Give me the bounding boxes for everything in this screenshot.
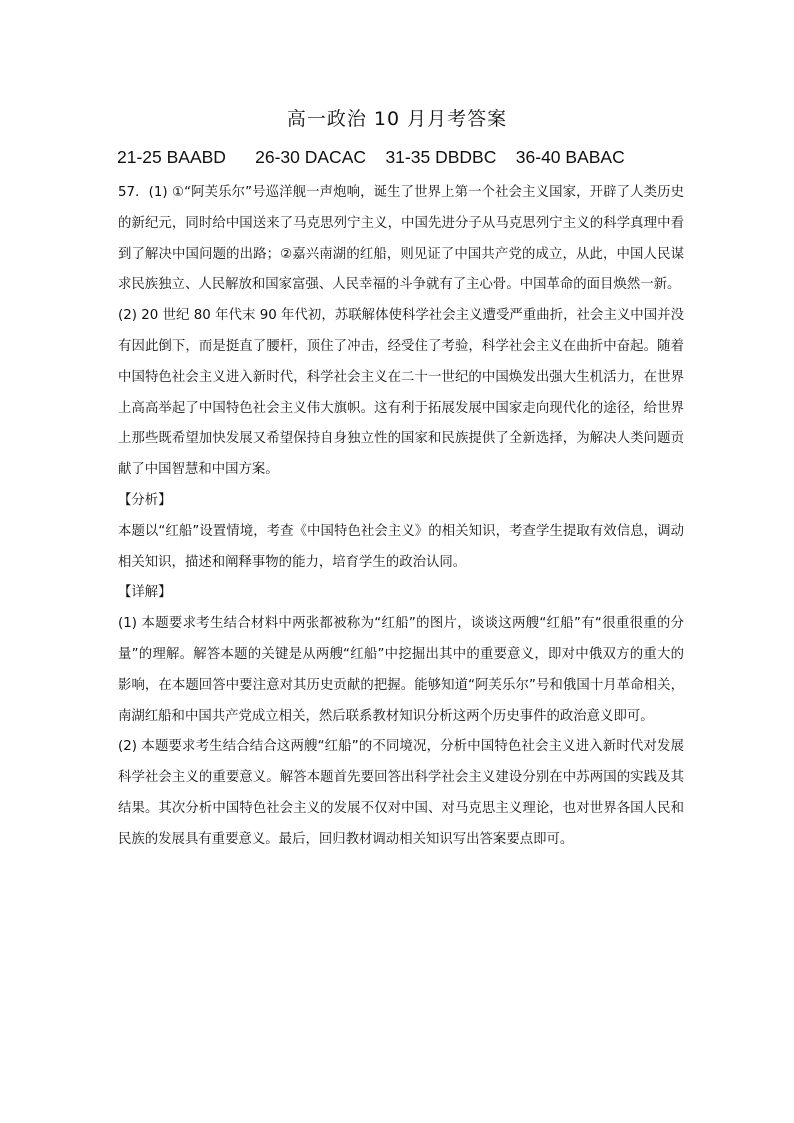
answer-57-part-2: (2) 20 世纪 80 年代末 90 年代初，苏联解体使科学社会主义遭受严重曲折，社会主义中国并没有因此倒下，而是挺直了腰杆，顶住了冲击，经受住了考验，科学社会主义在曲折中奋起。随着中国特色社会主义进入新时代，科学社会主义在二十一世纪的中国焕发出强大生机活力，在世界上高高举起了中国特色社会主义伟大旗帜。这有利于拓展发展中国家走向现代化的途径，给世界上那些既希望加快发展又希望保持自身独立性的国家和民族提供了全新选择，为解决人类问题贡献了中国智慧和中国方案。	[118, 308, 684, 478]
analysis-heading: 【分析】	[118, 492, 172, 508]
detail-part-1: (1) 本题要求考生结合材料中两张都被称为“红船”的图片，谈谈这两艘“红船”有“很重很重的分量”的理解。解答本题的关键是从两艘“红船”中挖掘出其中的重要意义，即对中俄双方的重大的影响，在本题回答中要注意对其历史贡献的把握。能够知道“阿芙乐尔”号和俄国十月革命相关，南湖红船和中国共产党成立相关，然后联系教材知识分析这两个历史事件的政治意义即可。	[118, 616, 684, 724]
answer-57-part-1: 57．(1) ①“阿芙乐尔”号巡洋舰一声炮响，诞生了世界上第一个社会主义国家，开辟了人类历史的新纪元，同时给中国送来了马克思列宁主义，中国先进分子从马克思列宁主义的科学真理中看到了解决中国问题的出路；②嘉兴南湖的红船，则见证了中国共产党的成立，从此，中国人民谋求民族独立、人民解放和国家富强、人民幸福的斗争就有了主心骨。中国革命的面目焕然一新。	[118, 185, 684, 293]
detail-heading: 【详解】	[118, 585, 172, 601]
page-title: 高一政治 10 月月考答案	[286, 108, 508, 130]
answer-body	[118, 178, 684, 856]
detail-part-2: (2) 本题要求考生结合结合这两艘“红船”的不同境况，分析中国特色社会主义进入新时代对发展科学社会主义的重要意义。解答本题首先要回答出科学社会主义建设分别在中苏两国的实践及其结果。其次分析中国特色社会主义的发展不仅对中国、对马克思主义理论，也对世界各国人民和民族的发展具有重要意义。最后，回归教材调动相关知识写出答案要点即可。	[118, 739, 684, 847]
answer-key-line: 21-25 BAABD 26-30 DACAC 31-35 DBDBC 36-40 BABAC	[117, 147, 625, 167]
analysis-text: 本题以“红船”设置情境，考查《中国特色社会主义》的相关知识，考查学生提取有效信息，调动相关知识，描述和阐释事物的能力，培育学生的政治认同。	[118, 523, 684, 570]
